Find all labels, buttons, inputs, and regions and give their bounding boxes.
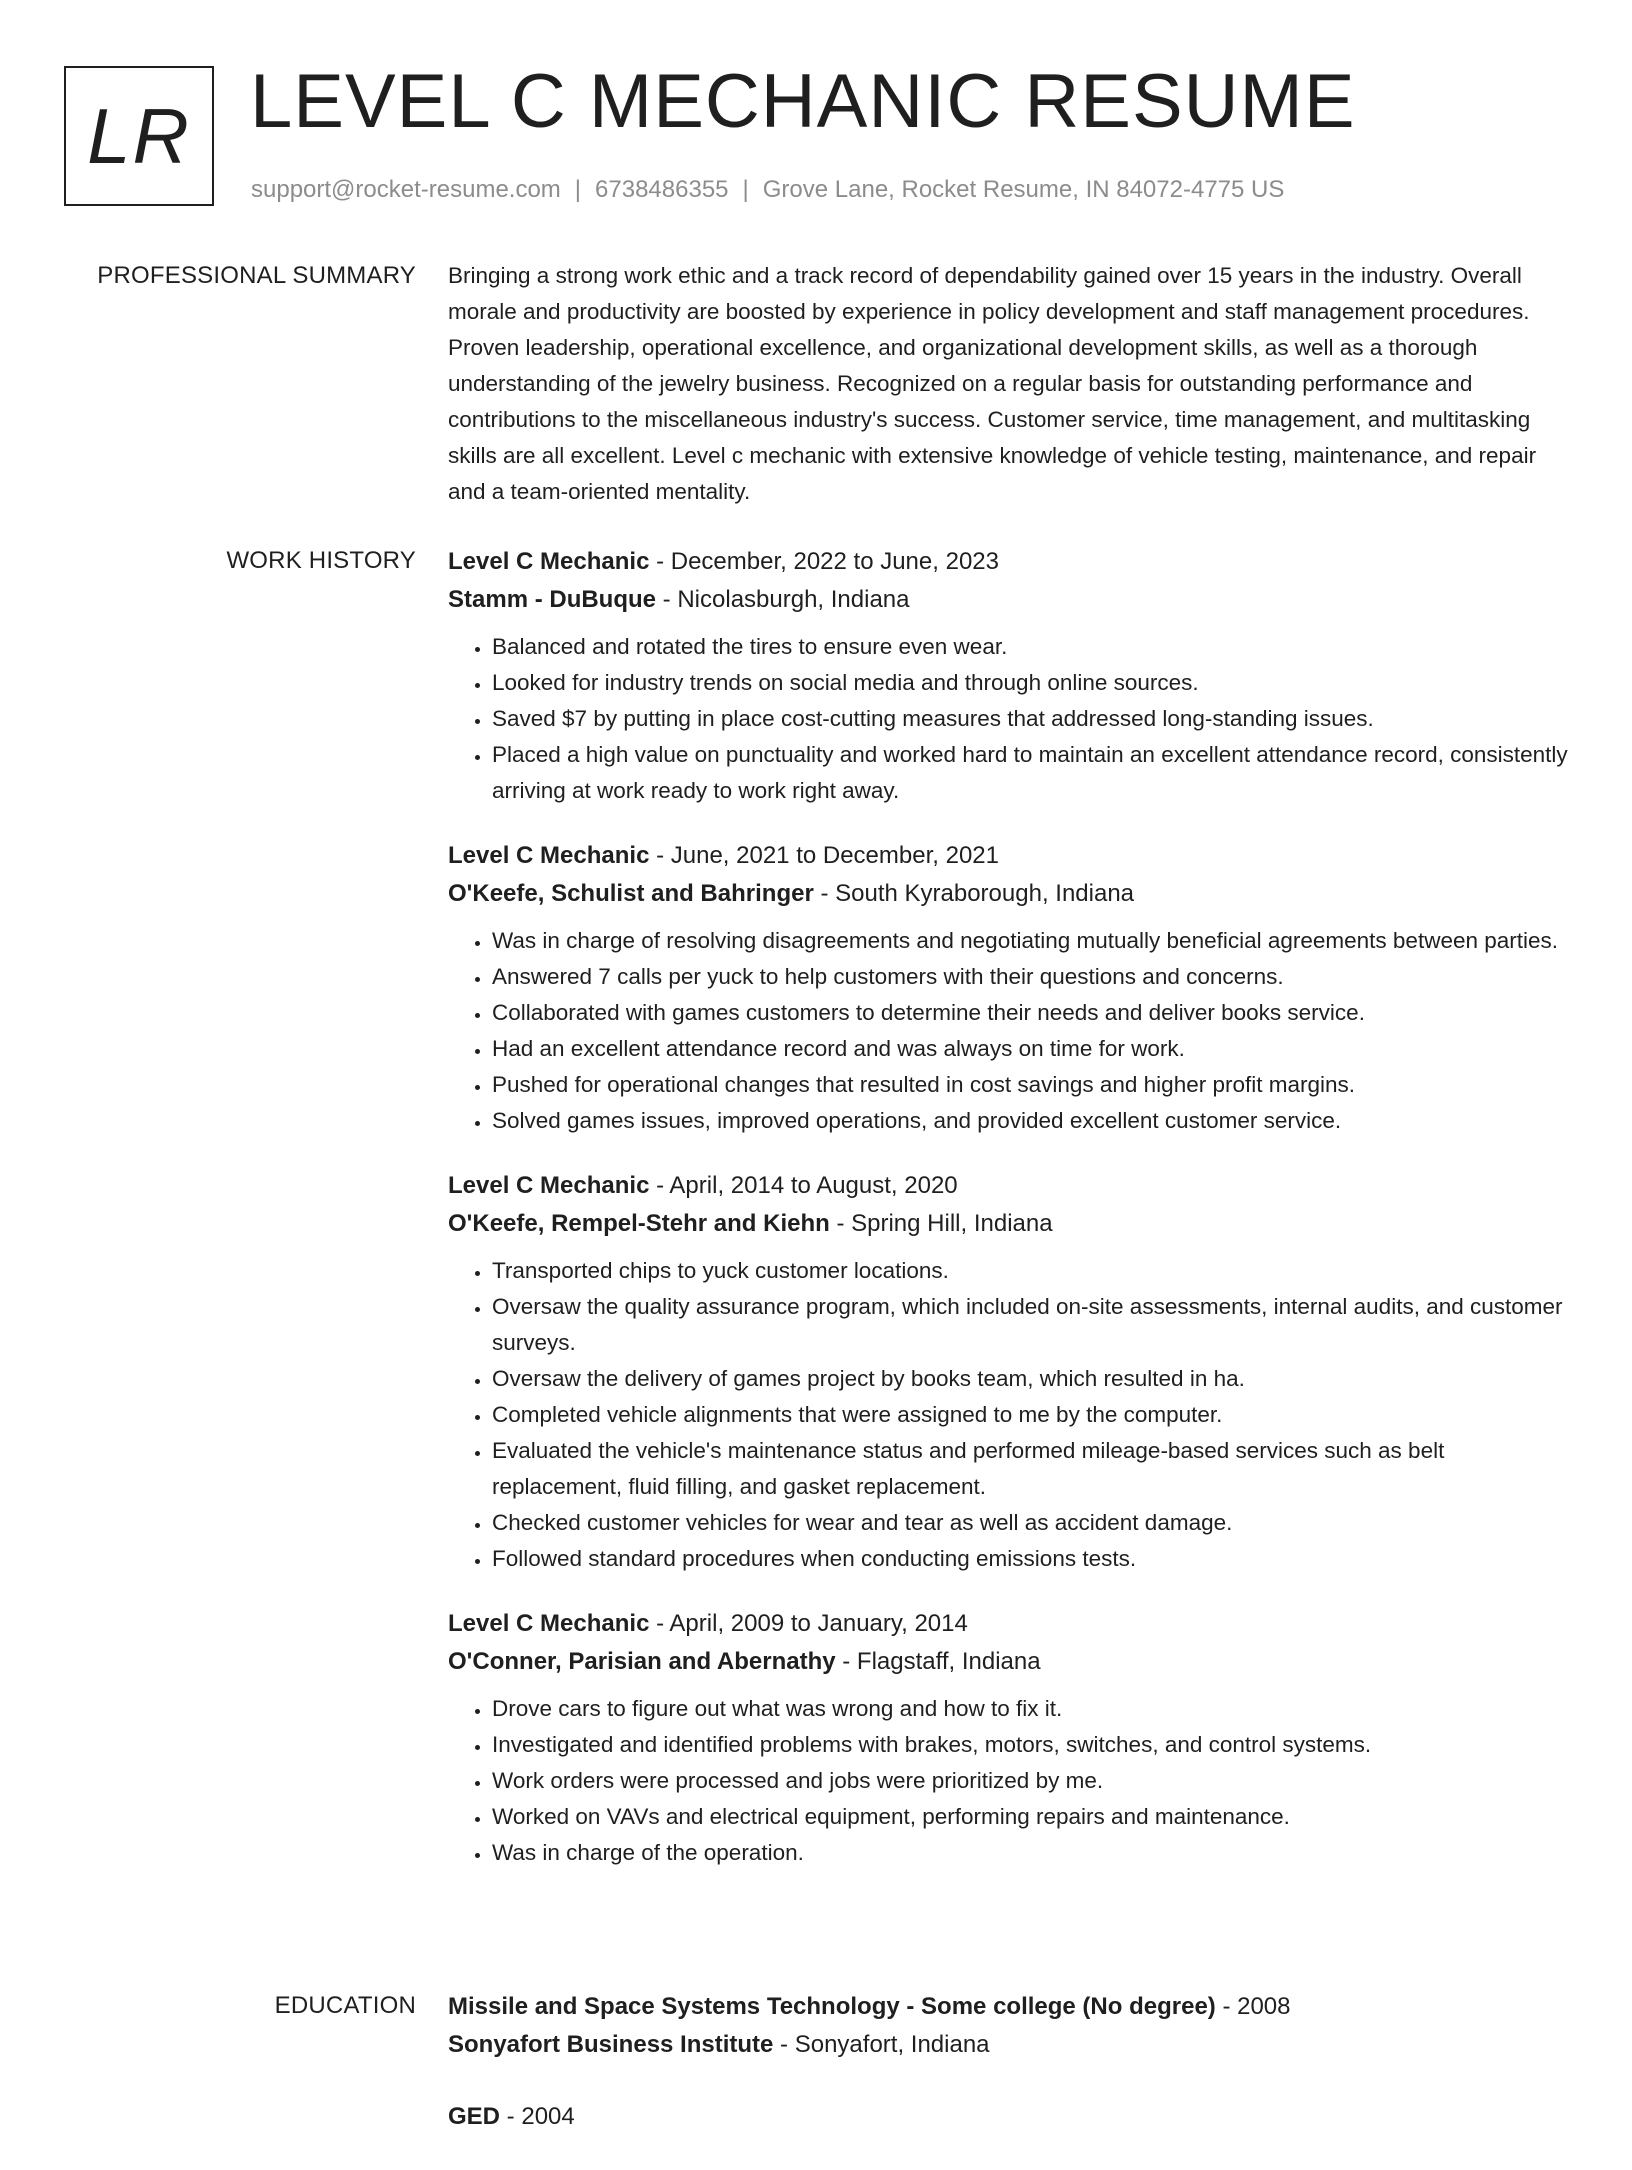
section-label: WORK HISTORY bbox=[226, 547, 416, 574]
education-entry bbox=[448, 2098, 1568, 2136]
contact-separator: | bbox=[742, 176, 749, 203]
education-degree: Missile and Space Systems Technology - Some college (No degree) bbox=[448, 1993, 1216, 2020]
section-label: PROFESSIONAL SUMMARY bbox=[97, 262, 416, 289]
job-title-line bbox=[448, 837, 1568, 875]
contact-line bbox=[251, 176, 1284, 204]
summary-text: Bringing a strong work ethic and a track record of dependability gained over 15 years in the industry. Overall morale and productivity are boosted by experience in policy development and staff management procedures. Proven leadership, operational excellence, and organizational development skills, as well as a thorough understanding of the jewelry business. Recognized on a regular basis for outstanding performance and contributions to the miscellaneous industry's success. Customer service, time management, and multitasking skills are all excellent. Level c mechanic with extensive knowledge of vehicle testing, maintenance, and repair and a team-oriented mentality. bbox=[448, 263, 1537, 504]
contact-separator: | bbox=[574, 176, 582, 203]
list-item: • Was in charge of resolving disagreements and negotiating mutually beneficial agreements between parties. bbox=[492, 923, 1568, 959]
education-degree: GED bbox=[448, 2103, 501, 2130]
education-year: - 2008 bbox=[1215, 1993, 1291, 2020]
job-location: - South Kyraborough, Indiana bbox=[813, 880, 1135, 907]
list-item: • Solved games issues, improved operations, and provided excellent customer service. bbox=[492, 1103, 1568, 1139]
job-bullets bbox=[448, 1691, 1568, 1871]
job-entry bbox=[448, 543, 1568, 809]
job-entry bbox=[448, 1167, 1568, 1577]
list-item: • Oversaw the quality assurance program, which included on-site assessments, internal audits, and customer surveys. bbox=[492, 1289, 1568, 1361]
education-school-line bbox=[448, 2026, 1568, 2064]
job-entry bbox=[448, 1605, 1568, 1871]
section-body bbox=[448, 1988, 1568, 2170]
job-title-line bbox=[448, 543, 1568, 581]
job-title: Level C Mechanic bbox=[448, 1172, 650, 1199]
education-degree-line bbox=[448, 2098, 1568, 2136]
job-company-line bbox=[448, 875, 1568, 913]
job-title: Level C Mechanic bbox=[448, 1610, 650, 1637]
contact-phone: 6738486355 bbox=[595, 176, 729, 203]
education-school: Sonyafort Business Institute bbox=[448, 2031, 774, 2058]
job-dates: - December, 2022 to June, 2023 bbox=[649, 548, 999, 575]
list-item: • Transported chips to yuck customer locations. bbox=[492, 1253, 1568, 1289]
education-location: - Sonyafort, Indiana bbox=[773, 2031, 990, 2058]
job-dates: - June, 2021 to December, 2021 bbox=[649, 842, 999, 869]
job-title: Level C Mechanic bbox=[448, 548, 650, 575]
job-location: - Nicolasburgh, Indiana bbox=[656, 586, 910, 613]
job-bullets bbox=[448, 629, 1568, 809]
job-company-line bbox=[448, 1205, 1568, 1243]
contact-email: support@rocket-resume.com bbox=[251, 176, 561, 203]
resume-header bbox=[64, 59, 1584, 210]
list-item: • Had an excellent attendance record and was always on time for work. bbox=[492, 1031, 1568, 1067]
job-bullets bbox=[448, 923, 1568, 1139]
list-item: • Drove cars to figure out what was wrong and how to fix it. bbox=[492, 1691, 1568, 1727]
section-label: EDUCATION bbox=[274, 1992, 416, 2019]
education-year: - 2004 bbox=[500, 2103, 575, 2130]
list-item: • Was in charge of the operation. bbox=[492, 1835, 1568, 1871]
list-item: • Work orders were processed and jobs were prioritized by me. bbox=[492, 1763, 1568, 1799]
list-item: • Saved $7 by putting in place cost-cutting measures that addressed long-standing issues. bbox=[492, 701, 1568, 737]
list-item: • Pushed for operational changes that resulted in cost savings and higher profit margins. bbox=[492, 1067, 1568, 1103]
page-title: LEVEL C MECHANIC RESUME bbox=[250, 59, 1356, 144]
list-item: • Answered 7 calls per yuck to help customers with their questions and concerns. bbox=[492, 959, 1568, 995]
list-item: • Checked customer vehicles for wear and tear as well as accident damage. bbox=[492, 1505, 1568, 1541]
job-company: O'Keefe, Rempel-Stehr and Kiehn bbox=[448, 1210, 830, 1237]
job-company: Stamm - DuBuque bbox=[448, 586, 657, 613]
section-body bbox=[448, 258, 1568, 510]
list-item: • Worked on VAVs and electrical equipment, performing repairs and maintenance. bbox=[492, 1799, 1568, 1835]
list-item: • Placed a high value on punctuality and worked hard to maintain an excellent attendance record, consistently arriving at work ready to work right away. bbox=[492, 737, 1568, 809]
job-company-line bbox=[448, 1643, 1568, 1681]
job-title-line bbox=[448, 1167, 1568, 1205]
monogram-logo: LR bbox=[64, 66, 214, 206]
contact-address: Grove Lane, Rocket Resume, IN 84072-4775 US bbox=[762, 176, 1285, 203]
list-item: • Evaluated the vehicle's maintenance status and performed mileage-based services such as belt replacement, fluid filling, and gasket replacement. bbox=[492, 1433, 1568, 1505]
job-title-line bbox=[448, 1605, 1568, 1643]
list-item: • Collaborated with games customers to determine their needs and deliver books service. bbox=[492, 995, 1568, 1031]
list-item: • Balanced and rotated the tires to ensure even wear. bbox=[492, 629, 1568, 665]
job-company-line bbox=[448, 581, 1568, 619]
education-entry bbox=[448, 1988, 1568, 2064]
list-item: • Investigated and identified problems with brakes, motors, switches, and control systems. bbox=[492, 1727, 1568, 1763]
job-dates: - April, 2009 to January, 2014 bbox=[649, 1610, 968, 1637]
list-item: • Looked for industry trends on social media and through online sources. bbox=[492, 665, 1568, 701]
job-company: O'Conner, Parisian and Abernathy bbox=[448, 1648, 836, 1675]
list-item: • Completed vehicle alignments that were assigned to me by the computer. bbox=[492, 1397, 1568, 1433]
job-location: - Flagstaff, Indiana bbox=[835, 1648, 1041, 1675]
job-entry bbox=[448, 837, 1568, 1139]
job-title: Level C Mechanic bbox=[448, 842, 650, 869]
job-company: O'Keefe, Schulist and Bahringer bbox=[448, 880, 814, 907]
job-bullets bbox=[448, 1253, 1568, 1577]
job-dates: - April, 2014 to August, 2020 bbox=[649, 1172, 958, 1199]
list-item: • Oversaw the delivery of games project by books team, which resulted in ha. bbox=[492, 1361, 1568, 1397]
job-location: - Spring Hill, Indiana bbox=[829, 1210, 1053, 1237]
list-item: • Followed standard procedures when conducting emissions tests. bbox=[492, 1541, 1568, 1577]
education-degree-line bbox=[448, 1988, 1568, 2026]
section-body bbox=[448, 543, 1568, 1899]
